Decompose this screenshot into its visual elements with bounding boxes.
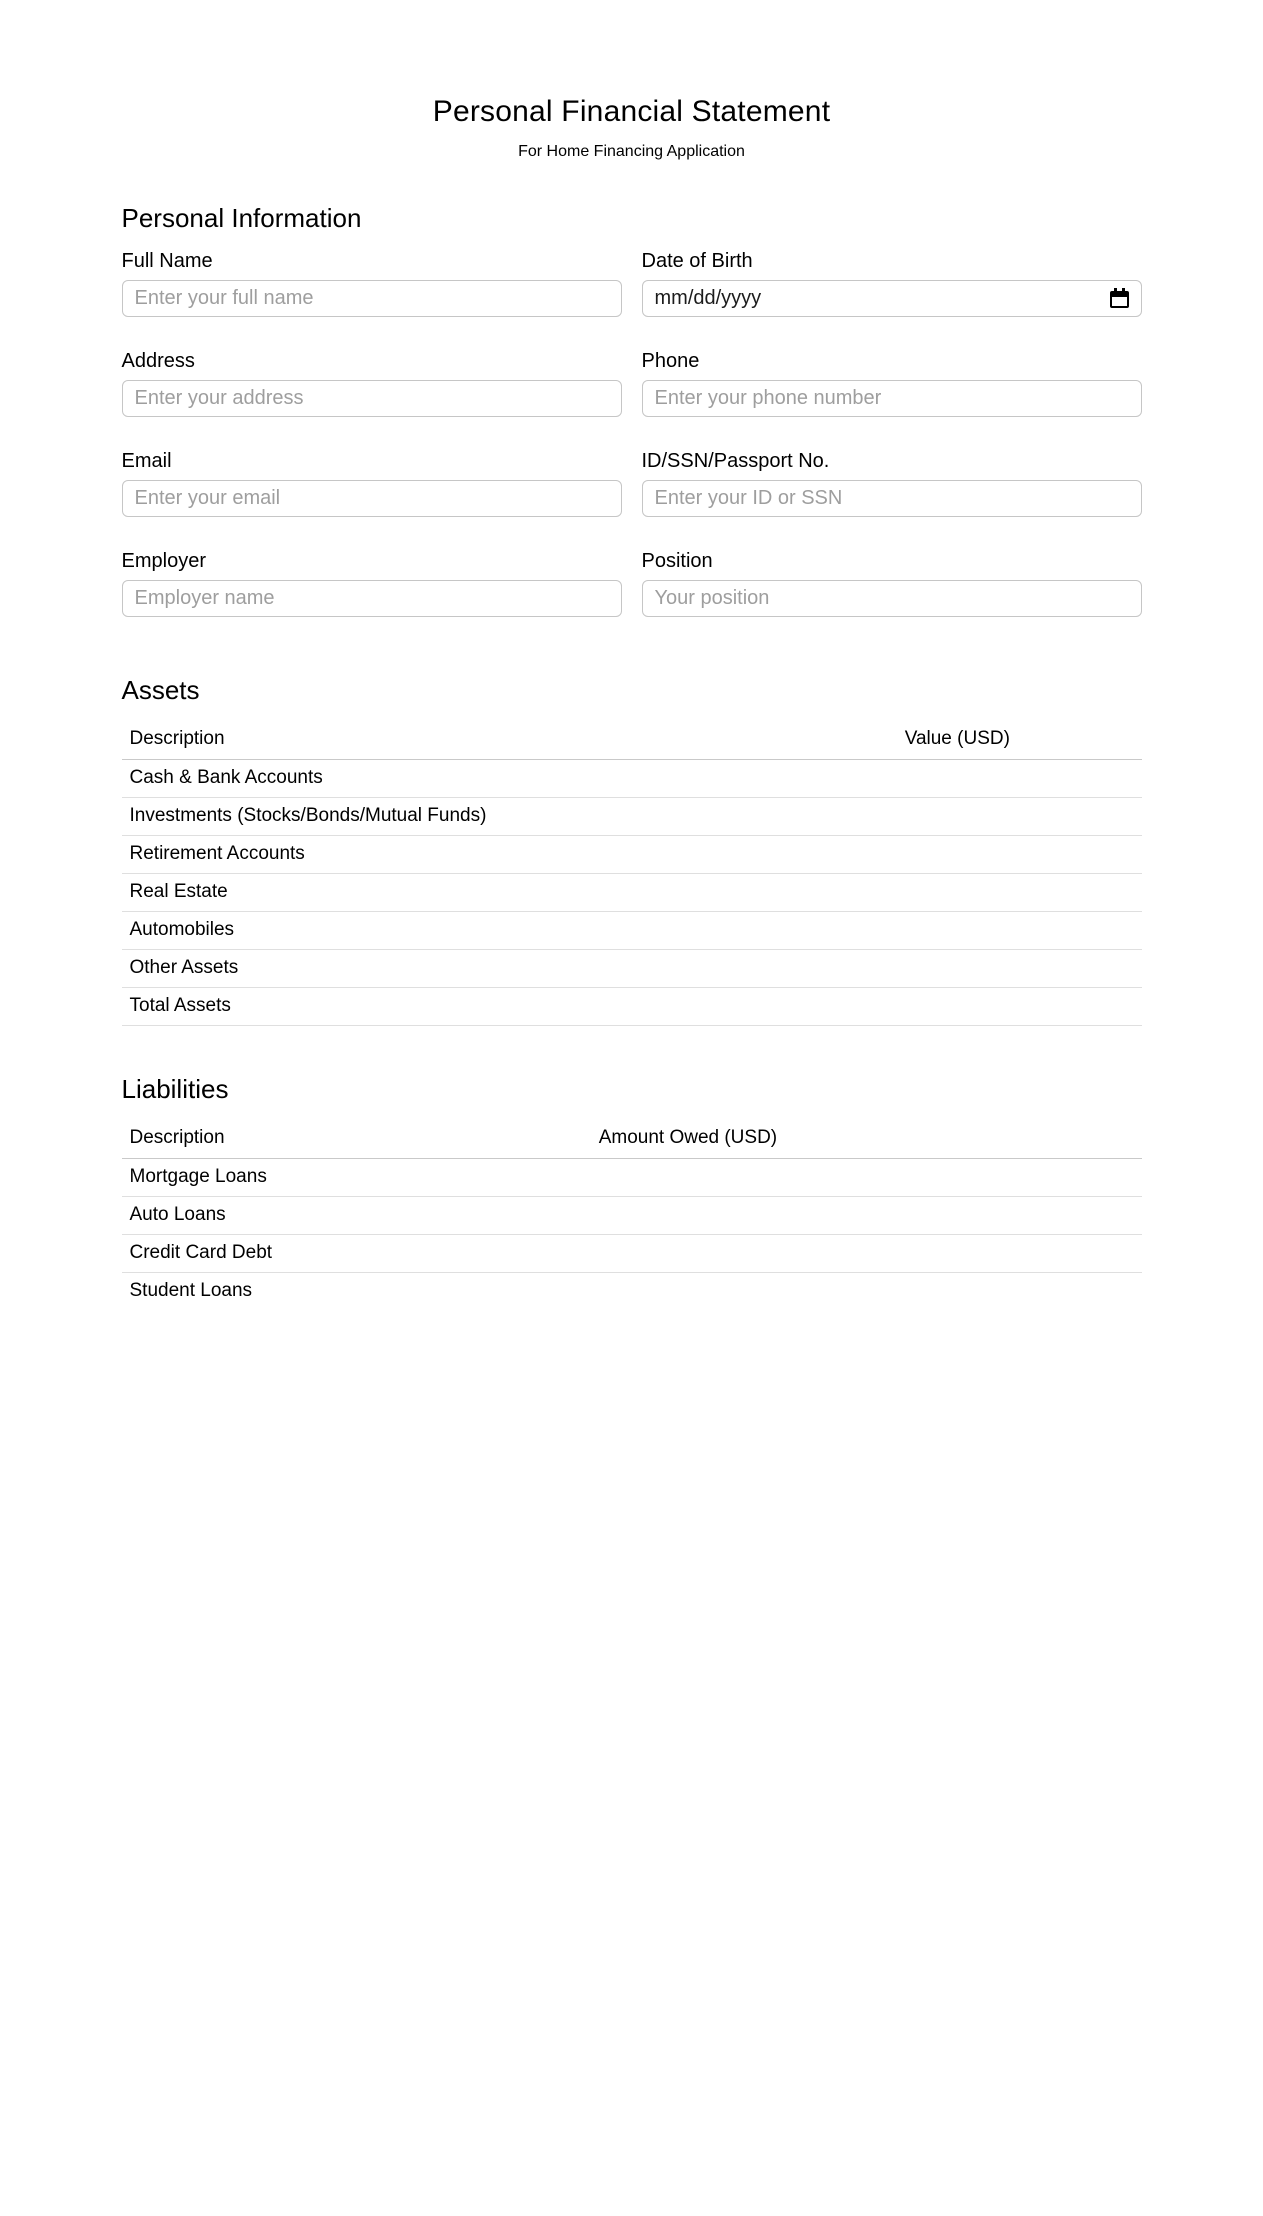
liabilities-heading: Liabilities — [121, 1074, 229, 1104]
liability-amount-cell[interactable] — [591, 1159, 1142, 1197]
asset-description: Investments (Stocks/Bonds/Mutual Funds) — [122, 798, 897, 836]
liabilities-header-row — [122, 1119, 1142, 1159]
address-label: Address — [121, 350, 195, 372]
calendar-icon[interactable] — [1110, 291, 1129, 308]
asset-value-cell[interactable] — [897, 988, 1142, 1026]
address-input[interactable] — [122, 380, 622, 417]
asset-description: Other Assets — [122, 950, 897, 988]
asset-value-cell[interactable] — [897, 874, 1142, 912]
field-position — [642, 550, 1142, 617]
field-id-ssn-passport — [642, 450, 1142, 517]
assets-heading: Assets — [121, 675, 200, 705]
table-row — [122, 950, 1142, 988]
asset-description: Real Estate — [122, 874, 897, 912]
liability-description: Credit Card Debt — [122, 1235, 591, 1273]
full-name-label: Full Name — [121, 250, 213, 272]
asset-value-cell[interactable] — [897, 836, 1142, 874]
section-personal-information — [122, 203, 1142, 617]
section-liabilities — [122, 1074, 1142, 1310]
personal-information-heading: Personal Information — [121, 203, 362, 233]
liability-description: Auto Loans — [122, 1197, 591, 1235]
date-of-birth-label: Date of Birth — [641, 250, 753, 272]
table-row — [122, 1197, 1142, 1235]
table-row — [122, 1273, 1142, 1311]
asset-description: Automobiles — [122, 912, 897, 950]
field-phone — [642, 350, 1142, 417]
id-ssn-passport-input[interactable] — [642, 480, 1142, 517]
section-assets — [122, 675, 1142, 1026]
table-row — [122, 760, 1142, 798]
page-subtitle: For Home Financing Application — [518, 143, 745, 160]
field-full-name — [122, 250, 622, 317]
table-row — [122, 988, 1142, 1026]
assets-table — [122, 720, 1142, 1026]
liabilities-col-description: Description — [122, 1119, 591, 1159]
asset-value-cell[interactable] — [897, 950, 1142, 988]
employer-input[interactable] — [122, 580, 622, 617]
field-email — [122, 450, 622, 517]
table-row — [122, 912, 1142, 950]
field-address — [122, 350, 622, 417]
phone-input[interactable] — [642, 380, 1142, 417]
asset-description: Retirement Accounts — [122, 836, 897, 874]
email-field[interactable] — [122, 480, 622, 517]
table-row — [122, 1159, 1142, 1197]
liability-description: Mortgage Loans — [122, 1159, 591, 1197]
date-of-birth-input[interactable] — [642, 280, 1142, 317]
asset-description: Total Assets — [122, 988, 897, 1026]
table-row — [122, 798, 1142, 836]
asset-value-cell[interactable] — [897, 798, 1142, 836]
employer-label: Employer — [121, 550, 206, 572]
page-container — [122, 0, 1142, 1310]
id-ssn-passport-label: ID/SSN/Passport No. — [641, 450, 830, 472]
liability-amount-cell[interactable] — [591, 1197, 1142, 1235]
personal-information-form — [122, 250, 1142, 617]
liability-amount-cell[interactable] — [591, 1235, 1142, 1273]
liability-description: Student Loans — [129, 1280, 253, 1301]
field-date-of-birth — [642, 250, 1142, 317]
table-row — [122, 836, 1142, 874]
table-row — [122, 1235, 1142, 1273]
position-input[interactable] — [642, 580, 1142, 617]
liabilities-table — [122, 1119, 1142, 1310]
asset-description: Cash & Bank Accounts — [122, 760, 897, 798]
assets-header-row — [122, 720, 1142, 760]
phone-label: Phone — [641, 350, 700, 372]
full-name-input[interactable] — [122, 280, 622, 317]
position-label: Position — [641, 550, 713, 572]
asset-value-cell[interactable] — [897, 760, 1142, 798]
page-title: Personal Financial Statement — [432, 95, 831, 128]
assets-col-description: Description — [122, 720, 897, 760]
liabilities-col-amount: Amount Owed (USD) — [591, 1119, 1142, 1159]
asset-value-cell[interactable] — [897, 912, 1142, 950]
liability-amount-cell[interactable] — [591, 1273, 1142, 1311]
assets-col-value: Value (USD) — [897, 720, 1142, 760]
table-row — [122, 874, 1142, 912]
field-employer — [122, 550, 622, 617]
date-placeholder-text: mm/dd/yyyy — [654, 287, 762, 309]
email-label: Email — [121, 450, 172, 472]
